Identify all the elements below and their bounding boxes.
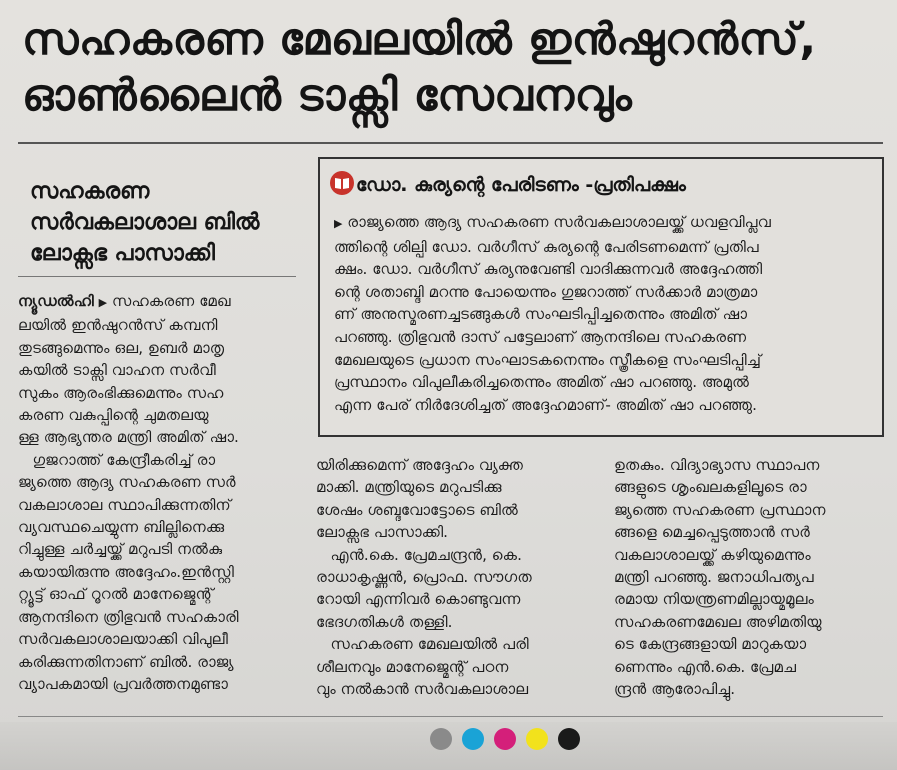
column-line: ശേഷം ശബ്ദവോട്ടോടെ ബിൽ (316, 500, 518, 519)
column-line: ലയിൽ ഇൻഷുറൻസ് കമ്പനി (18, 316, 218, 335)
column-line: കരണ വകുപ്പിന്റെ ചുമതലയു (18, 406, 209, 425)
article-column-1 (18, 290, 300, 695)
column-line: ജ്യത്തെ ആദ്യ സഹകരണ സർ (18, 473, 236, 492)
book-icon (330, 171, 354, 195)
bullet-triangle-icon: ▶ (98, 296, 108, 309)
box-line: മേഖലയുടെ പ്രധാന സംഘാടകനെന്നും സ്ത്രീകളെ സംഘടിപ്പിച്ച് (334, 350, 762, 369)
registration-dot-yellow (526, 728, 548, 750)
column-line: വകലാശാല സ്ഥാപിക്കുന്നതിന് (18, 495, 231, 514)
column-line: കയായിരുന്നു അദ്ദേഹം.ഇൻസ്റ്റി (18, 562, 234, 581)
column-line: ങ്ങളുടെ ശൃംഖലകളിലൂടെ രാ (614, 478, 807, 497)
column-line: ഭേദഗതികൾ തള്ളി. (316, 612, 453, 631)
sidebar-box (318, 157, 884, 437)
column-line: വകലാശാലയ്ക്ക് കഴിയുമെന്നും (614, 545, 811, 564)
column-line: ശീലനവും മാനേജ്മെന്റ് പഠന (316, 657, 509, 676)
column-line: രമായ നിയന്ത്രണമില്ലായ്മമൂലം (614, 590, 814, 609)
registration-dot-gray (430, 728, 452, 750)
printer-registration-marks (430, 728, 580, 750)
column-line: യിരിക്കുമെന്ന് അദ്ദേഹം വ്യക്ത (316, 456, 524, 474)
column-line: വും നൽകാൻ സർവകലാശാല (316, 680, 529, 699)
column-line: ടെ കേന്ദ്രങ്ങളായി മാറുകയാ (614, 635, 807, 654)
headline-rule (18, 142, 883, 144)
subheadline-line-2: സർവകലാശാല ബിൽ (30, 210, 260, 235)
column-line: കയിൽ ടാക്സി വാഹന സർവീ (18, 361, 216, 380)
column-line: ണെന്നും എൻ.കെ. പ്രേമച (614, 657, 797, 676)
column-line: ആനന്ദിനെ ത്രിഭുവൻ സഹകാരി (18, 607, 239, 626)
column-line: റ്റ്യൂട്ട് ഓഫ് റൂറൽ മാനേജ്മെന്റ് (18, 585, 214, 604)
column-line: സർവകലാശാലയാക്കി വിപുലീ (18, 630, 228, 649)
column-line: ലോക്സഭ പാസാക്കി. (316, 523, 448, 542)
column-line: വ്യാപകമായി പ്രവർത്തനമുണ്ടാ (18, 674, 228, 693)
subheadline-rule (18, 276, 296, 277)
bottom-rule (18, 716, 883, 717)
registration-dot-magenta (494, 728, 516, 750)
subheadline (30, 176, 300, 269)
box-line: ത്തിന്റെ ശില്പി ഡോ. വർഗീസ് കുര്യന്റെ പേരിടണമെന്ന് പ്രതിപ (334, 237, 759, 256)
column-line: ങ്ങളെ മെച്ചപ്പെടുത്താൻ സർ (614, 523, 810, 542)
box-line-text: രാജ്യത്തെ ആദ്യ സഹകരണ സർവകലാശാലയ്ക്ക് ധവളവിപ്ലവ (347, 213, 771, 231)
bullet-triangle-icon: ▶ (334, 217, 343, 230)
column-line: റോയി എന്നിവർ കൊണ്ടുവന്ന (316, 590, 521, 609)
subheadline-line-3: ലോക്സഭ പാസാക്കി (30, 241, 215, 266)
column-line: മാക്കി. മന്ത്രിയുടെ മറുപടിക്കു (316, 478, 502, 497)
column-line: സഹകരണമേഖല അഴിമതിയു (614, 612, 822, 631)
column-line (18, 290, 300, 314)
box-line: എന്ന പേര് നിർദേശിച്ചത് അദ്ദേഹമാണ്- അമിത് ഷാ പറഞ്ഞു. (334, 395, 757, 414)
sidebar-box-title: ഡോ. കുര്യന്റെ പേരിടണം -പ്രതിപക്ഷം (356, 174, 686, 196)
column-line: തുടങ്ങുമെന്നും ഒല, ഉബർ മാതൃ (18, 338, 225, 357)
column-line: ഉതകും. വിദ്യാഭ്യാസ സ്ഥാപന (614, 456, 820, 474)
headline (22, 12, 882, 124)
article-column-3 (614, 454, 886, 700)
column-line: ള്ള ആഭ്യന്തര മന്ത്രി അമിത് ഷാ. (18, 428, 239, 447)
dateline: ന്യൂഡൽഹി (18, 292, 94, 310)
column-line-text: സഹകരണ മേഖ (111, 292, 231, 310)
column-line: മന്ത്രി പറഞ്ഞു. ജനാധിപത്യപ (614, 568, 814, 587)
column-line: സഹകരണ മേഖലയിൽ പരി (316, 635, 529, 654)
column-line: വ്യവസ്ഥചെയ്യുന്ന ബില്ലിനെക്കു (18, 518, 225, 537)
sidebar-box-body (334, 211, 874, 416)
box-line: ന്റെ ശതാബ്ദി മറന്നു പോയെന്നും ഗുജറാത്ത് സർക്കാർ മാത്രമാ (334, 282, 758, 301)
column-line: സുകം ആരംഭിക്കുമെന്നും സഹ (18, 383, 224, 402)
subheadline-line-1: സഹകരണ (30, 179, 150, 204)
headline-line-2: ഓൺലൈൻ ടാക്സി സേവനവും (22, 70, 633, 121)
column-line: ജ്യത്തെ സഹകരണ പ്രസ്ഥാന (614, 500, 826, 519)
column-line: രാധാകൃഷ്ണൻ, പ്രൊഫ. സൗഗത (316, 568, 532, 587)
headline-line-1: സഹകരണ മേഖലയിൽ ഇൻഷുറൻസ്, (22, 14, 817, 65)
column-line: ന്ദ്രൻ ആരോപിച്ചു. (614, 680, 736, 699)
box-line: പറഞ്ഞു. ത്രിഭുവൻ ദാസ് പട്ടേലാണ് ആനന്ദിലെ സഹകരണ (334, 327, 747, 346)
box-line: ക്ഷം. ഡോ. വർഗീസ് കുര്യനുവേണ്ടി വാദിക്കുന്നവർ അദ്ദേഹത്തി (334, 260, 763, 279)
column-line: റിച്ചുള്ള ചർച്ചയ്ക്ക് മറുപടി നൽകു (18, 540, 223, 559)
registration-dot-cyan (462, 728, 484, 750)
column-line: എൻ.കെ. പ്രേമചന്ദ്രൻ, കെ. (316, 545, 522, 564)
article-column-2 (316, 454, 602, 700)
column-line: ഗുജറാത്ത് കേന്ദ്രീകരിച്ച് രാ (18, 450, 216, 469)
box-line: ണ് അനുസ്മരണച്ചടങ്ങുകൾ സംഘടിപ്പിച്ചതെന്നും അമിത് ഷാ (334, 305, 748, 324)
box-line: പ്രസ്ഥാനം വിപുലീകരിച്ചതെന്നും അമിത് ഷാ പറഞ്ഞു. അമുൽ (334, 373, 749, 392)
box-line (334, 211, 874, 236)
registration-dot-black (558, 728, 580, 750)
column-line: കരിക്കുന്നതിനാണ് ബിൽ. രാജ്യ (18, 652, 234, 671)
